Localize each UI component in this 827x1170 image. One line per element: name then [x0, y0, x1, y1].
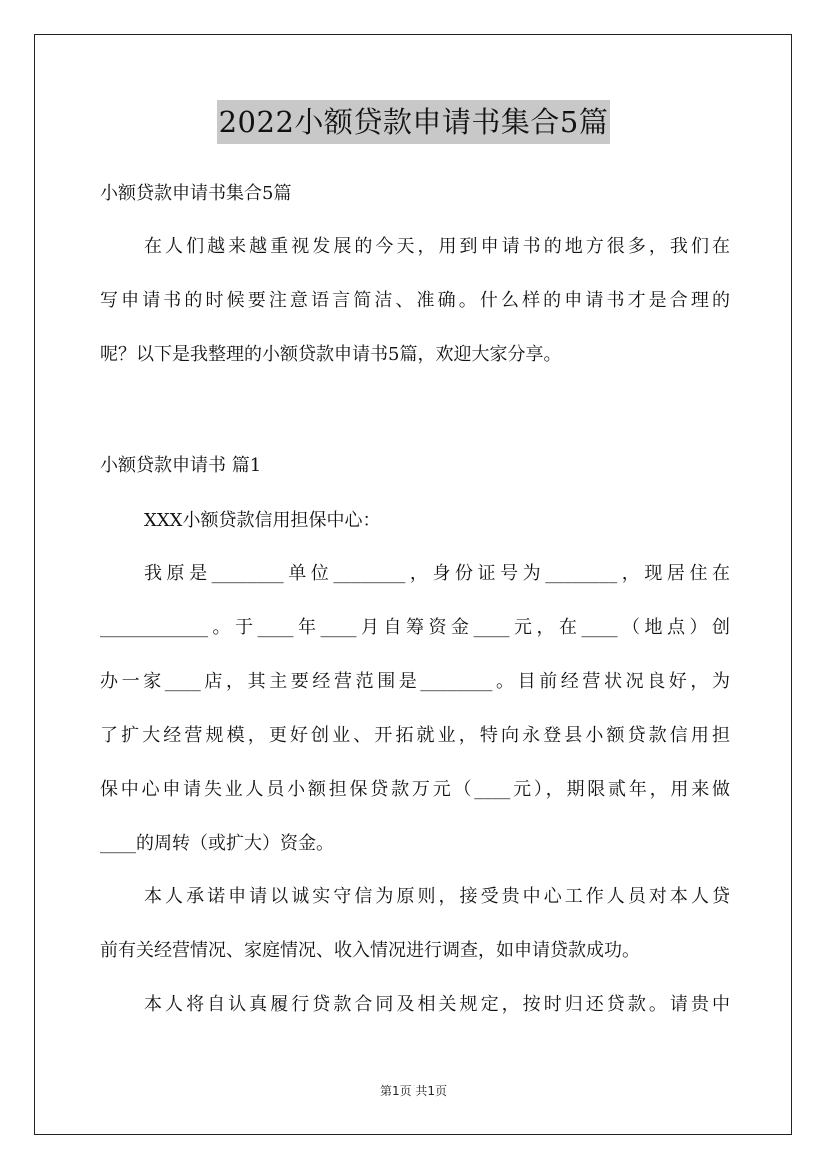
intro-line-3: 呢？以下是我整理的小额贷款申请书5篇，欢迎大家分享。 — [100, 344, 562, 365]
paragraph1-line-3: 办一家____店，其主要经营范围是________。目前经营状况良好，为 — [100, 671, 730, 692]
paragraph1-line-6: ____的周转（或扩大）资金。 — [100, 833, 334, 854]
document-subtitle: 小额贷款申请书集合5篇 — [100, 183, 292, 204]
paragraph1-line-5: 保中心申请失业人员小额担保贷款万元（____元），期限贰年，用来做 — [100, 779, 730, 800]
salutation: XXX小额贷款信用担保中心： — [144, 510, 381, 531]
section-heading: 小额贷款申请书 篇1 — [100, 455, 262, 476]
page-footer: 第1页 共1页 — [379, 1084, 448, 1098]
document-title: 2022小额贷款申请书集合5篇 — [217, 100, 611, 144]
intro-line-2: 写申请书的时候要注意语言简洁、准确。什么样的申请书才是合理的 — [100, 290, 730, 311]
paragraph2-line-2: 前有关经营情况、家庭情况、收入情况进行调查，如申请贷款成功。 — [100, 940, 640, 961]
paragraph2-line-1: 本人承诺申请以诚实守信为原则，接受贵中心工作人员对本人贷 — [144, 886, 730, 907]
paragraph1-line-2: ____________。于____年____月自筹资金____元，在____（地点）创 — [100, 617, 730, 638]
paragraph3-line-1: 本人将自认真履行贷款合同及相关规定，按时归还贷款。请贵中 — [144, 994, 730, 1015]
paragraph1-line-4: 了扩大经营规模，更好创业、开拓就业，特向永登县小额贷款信用担 — [100, 725, 730, 746]
intro-line-1: 在人们越来越重视发展的今天，用到申请书的地方很多，我们在 — [144, 236, 730, 257]
paragraph1-line-1: 我原是________单位________，身份证号为________，现居住在 — [144, 563, 730, 584]
title-container — [0, 100, 827, 144]
